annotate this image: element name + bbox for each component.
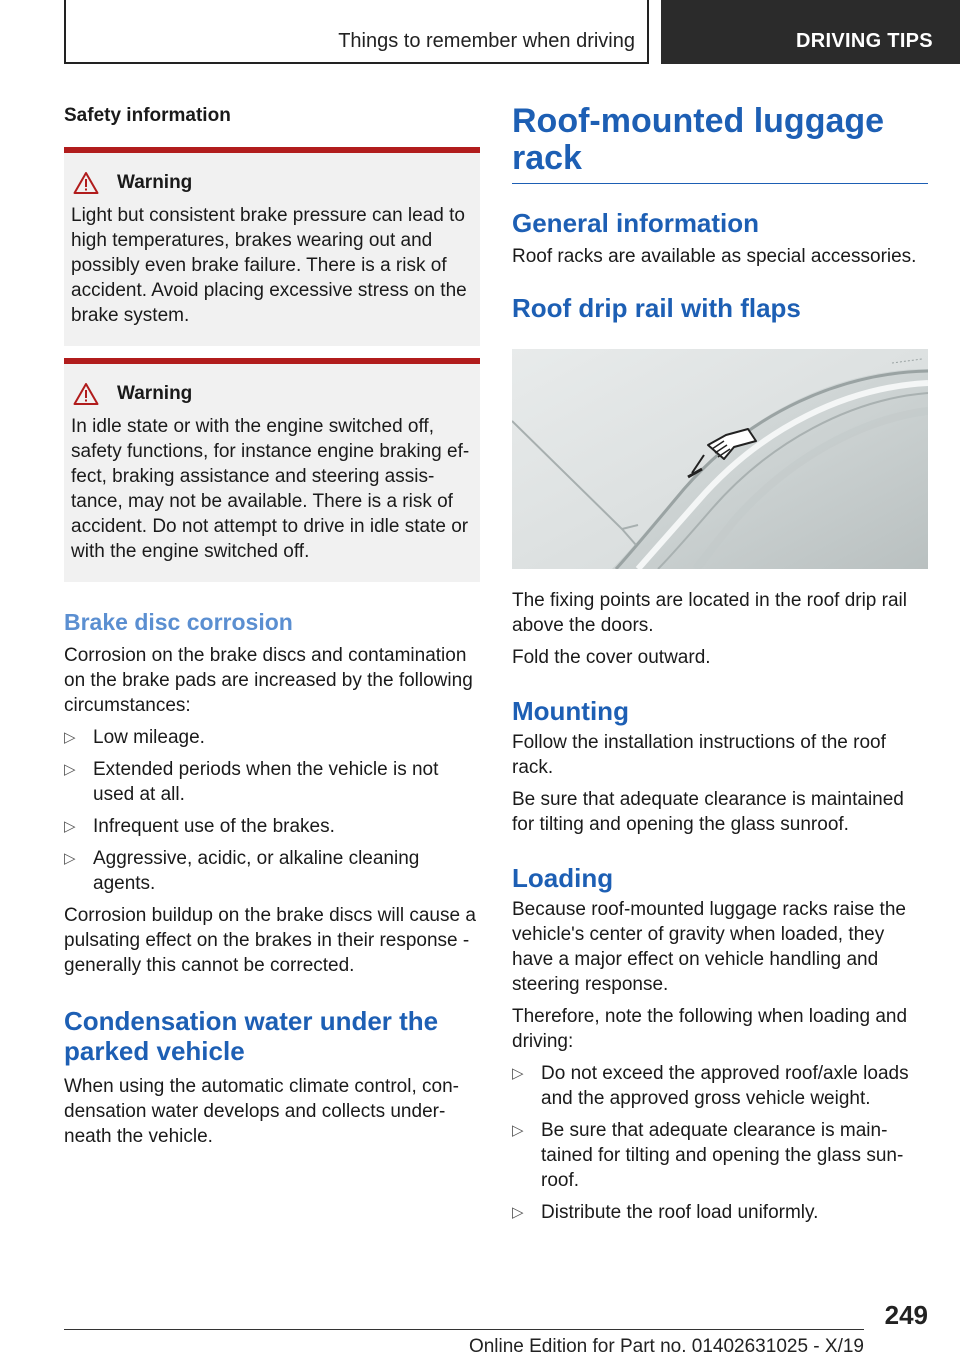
list-item: ▷ Aggressive, acidic, or alkaline cleaning agents.: [64, 848, 420, 894]
general-information-heading: General information: [512, 208, 760, 238]
brake-disc-intro: Corrosion on the brake discs and contamination on the brake pads are increased by the following circumstances:: [64, 645, 473, 716]
warning-triangle-icon: [73, 382, 99, 406]
warning-title: Warning: [117, 172, 193, 193]
page-number: 249: [884, 1300, 928, 1330]
triangle-bullet-icon: ▷: [64, 818, 76, 835]
triangle-bullet-icon: ▷: [512, 1122, 524, 1139]
list-item: ▷ Extended periods when the vehicle is not used at all.: [64, 759, 439, 805]
triangle-bullet-icon: ▷: [64, 761, 76, 778]
safety-information-heading: Safety information: [64, 105, 231, 126]
drip-rail-text-1: The fixing points are located in the roof drip rail above the doors.: [512, 590, 907, 636]
condensation-text: When using the automatic climate control, condensation water develops and collects underneath the vehicle.: [64, 1076, 459, 1147]
loading-text-1: Because roof-mounted luggage racks raise the vehicle's center of gravity when loaded, they have a major effect on vehicle handling and steering response.: [512, 899, 906, 995]
mounting-text-2: Be sure that adequate clearance is maintained for tilting and opening the glass sunroof.: [512, 789, 904, 835]
warning-text: In idle state or with the engine switched off, safety functions, for instance engine braking effect, braking assistance and steering assistance, may not be available. There is a risk of accident. Do not attempt to drive in idle state or with the engine switched off.: [71, 416, 470, 562]
warning-text: Light but consistent brake pressure can lead to high temperatures, brakes wearing out and possibly even brake failure. There is a risk of accident. Avoid placing excessive stress on the brake system.: [71, 205, 467, 326]
triangle-bullet-icon: ▷: [512, 1204, 524, 1221]
brake-disc-corrosion-heading: Brake disc corrosion: [64, 609, 293, 635]
right-column: [512, 103, 928, 1232]
list-item: ▷ Do not exceed the approved roof/axle loads and the approved gross vehicle weight.: [512, 1063, 909, 1109]
triangle-bullet-icon: ▷: [512, 1065, 524, 1082]
left-column: [64, 103, 480, 1149]
roof-rack-main-heading: Roof-mounted luggage rack: [512, 102, 885, 177]
drip-rail-heading: Roof drip rail with flaps: [512, 293, 801, 323]
loading-text-2: Therefore, note the following when loading and driving:: [512, 1006, 908, 1052]
list-item: ▷ Distribute the roof load uniformly.: [512, 1202, 819, 1223]
warning-header: [71, 382, 472, 406]
roof-drip-rail-photo: [512, 349, 928, 569]
condensation-heading: Condensation water under the parked vehicle: [64, 1006, 439, 1066]
loading-list: [512, 1061, 928, 1225]
triangle-bullet-icon: ▷: [64, 850, 76, 867]
footer-edition: Online Edition for Part no. 01402631025 - X/19: [468, 1336, 864, 1357]
warning-header: [71, 171, 472, 195]
footer-divider: [64, 1329, 864, 1330]
list-item: ▷ Infrequent use of the brakes.: [64, 816, 335, 837]
header-section-box: [64, 0, 649, 64]
warning-triangle-icon: [73, 171, 99, 195]
brake-disc-list: [64, 725, 480, 896]
triangle-bullet-icon: ▷: [64, 729, 76, 746]
mounting-text-1: Follow the installation instructions of the roof rack.: [512, 732, 886, 778]
mounting-heading: Mounting: [512, 696, 629, 726]
list-item: ▷ Be sure that adequate clearance is maintained for tilting and opening the glass sunroof.: [512, 1120, 904, 1191]
loading-heading: Loading: [512, 863, 614, 893]
drip-rail-text-2: Fold the cover outward.: [512, 647, 711, 668]
header-section-title: Things to remember when driving: [338, 30, 635, 52]
warning-title: Warning: [117, 383, 193, 404]
warning-box-1: [64, 147, 480, 346]
header-chapter-label: DRIVING TIPS: [796, 30, 933, 52]
brake-disc-outro: Corrosion buildup on the brake discs will cause a pulsating effect on the brakes in their response - generally this cannot be corrected.: [64, 905, 476, 976]
warning-box-2: [64, 358, 480, 582]
heading-divider: [512, 183, 928, 184]
header-chapter-tab: [661, 0, 960, 64]
general-information-text: Roof racks are available as special accessories.: [512, 246, 917, 267]
list-item: ▷ Low mileage.: [64, 727, 205, 748]
